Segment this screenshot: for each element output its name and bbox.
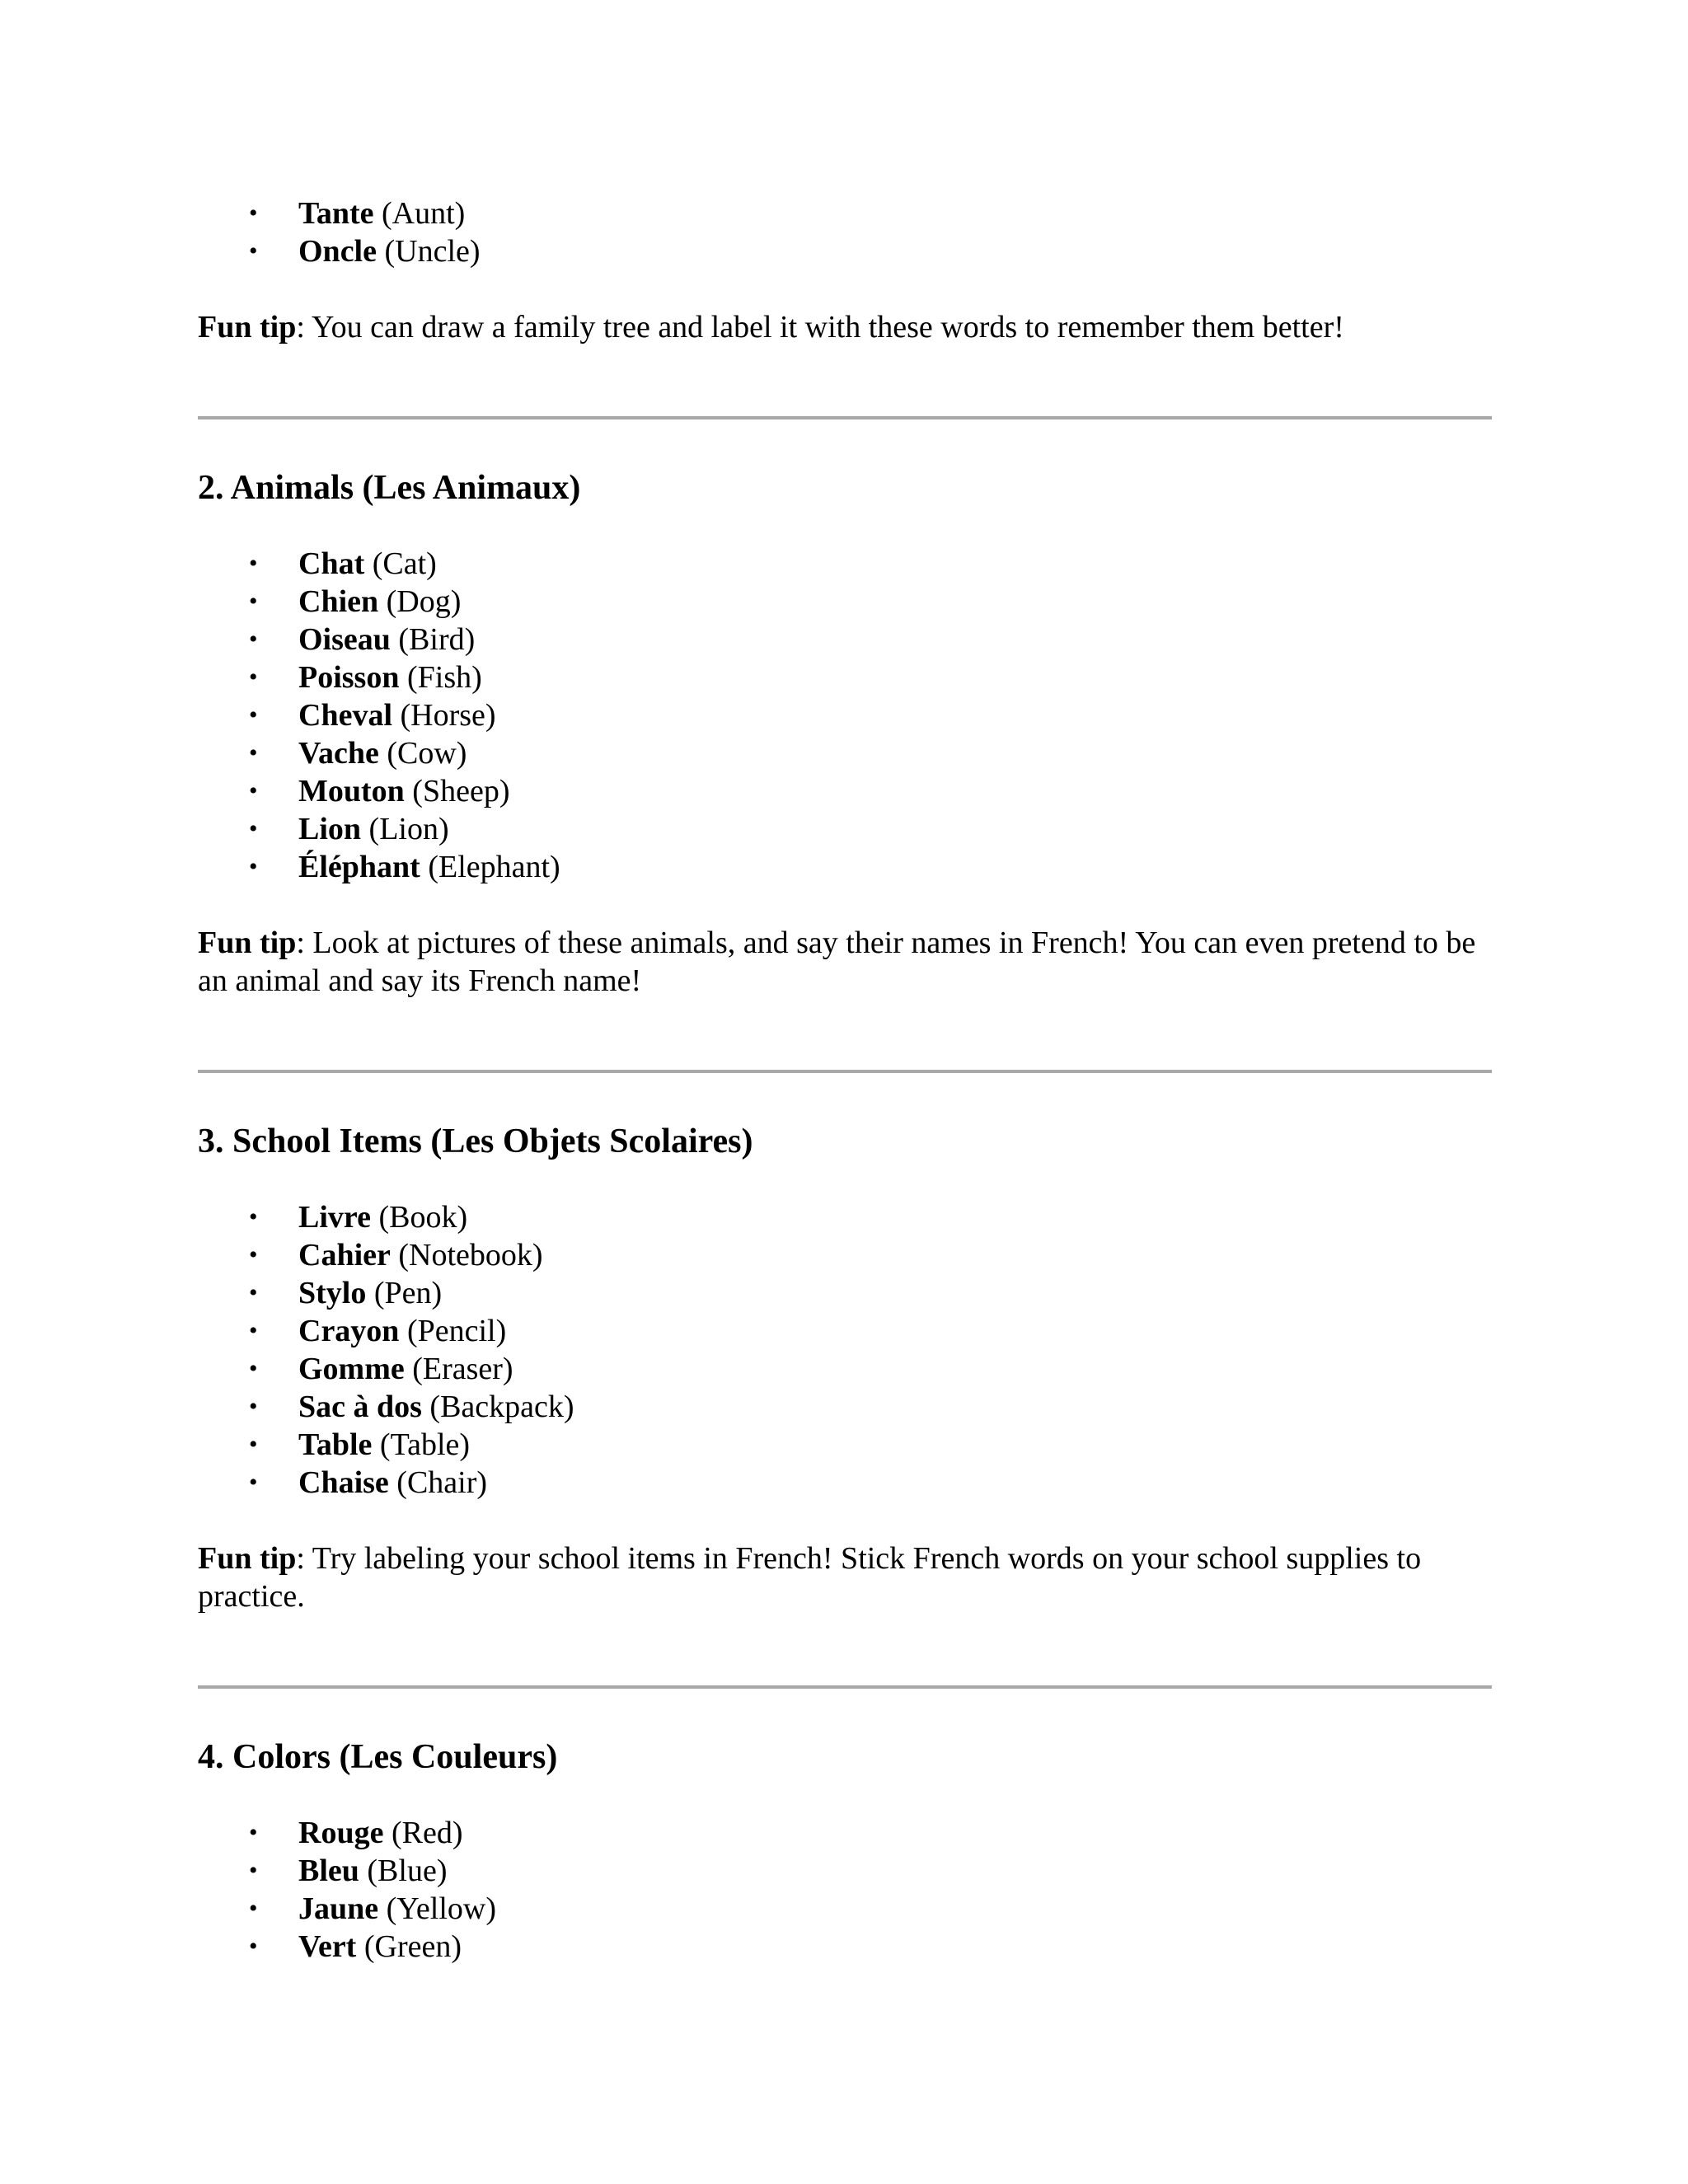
- list-item: [198, 621, 1492, 658]
- bullet: •: [249, 1431, 258, 1458]
- english-translation: (Pen): [373, 1276, 443, 1310]
- french-term: Cheval: [298, 698, 392, 733]
- bullet: •: [249, 1469, 258, 1496]
- list-item: [198, 1814, 1492, 1852]
- section-heading-animals: 2. Animals (Les Animaux): [198, 469, 581, 507]
- fun-tip-text: : You can draw a family tree and label it with these words to remember them better!: [296, 310, 1344, 344]
- list-item: [198, 658, 1492, 696]
- french-term: Table: [298, 1427, 373, 1462]
- bullet: •: [249, 1241, 258, 1268]
- bullet: •: [249, 777, 258, 804]
- french-term: Poisson: [298, 660, 400, 695]
- english-translation: (Cow): [387, 736, 467, 771]
- bullet: •: [249, 237, 258, 265]
- english-translation: (Blue): [367, 1854, 448, 1888]
- list-item: [198, 848, 1492, 886]
- list-item: [198, 1928, 1492, 1966]
- list-item: [198, 1890, 1492, 1928]
- english-translation: (Table): [379, 1427, 471, 1462]
- fun-tip-label: Fun tip: [198, 926, 297, 960]
- bullet: •: [249, 1819, 258, 1846]
- french-term: Tante: [298, 196, 374, 231]
- english-translation: (Lion): [368, 812, 449, 846]
- list-item: [198, 1274, 1492, 1312]
- family-list: [198, 194, 1492, 270]
- fun-tip-text: : Try labeling your school items in French! Stick French words on your school supplies to practice.: [198, 1541, 1422, 1614]
- list-item: [198, 810, 1492, 848]
- fun-tip-school-items: [198, 1540, 1492, 1615]
- bullet: •: [249, 1933, 258, 1960]
- french-term: Lion: [298, 812, 362, 846]
- french-term: Jaune: [298, 1891, 379, 1926]
- section-heading-colors: 4. Colors (Les Couleurs): [198, 1738, 558, 1776]
- french-term: Bleu: [298, 1854, 359, 1888]
- animals-list: [198, 545, 1492, 886]
- english-translation: (Book): [378, 1200, 468, 1235]
- english-translation: (Notebook): [398, 1238, 543, 1272]
- french-term: Chien: [298, 584, 379, 619]
- english-translation: (Chair): [396, 1465, 488, 1500]
- list-item: [198, 1198, 1492, 1236]
- french-term: Sac à dos: [298, 1390, 422, 1424]
- list-item: [198, 734, 1492, 772]
- bullet: •: [249, 1317, 258, 1344]
- bullet: •: [249, 1857, 258, 1884]
- english-translation: (Fish): [406, 660, 482, 695]
- list-item: [198, 194, 1492, 232]
- french-term: Chaise: [298, 1465, 389, 1500]
- bullet: •: [249, 663, 258, 691]
- list-item: [198, 772, 1492, 810]
- bullet: •: [249, 701, 258, 729]
- list-item: [198, 232, 1492, 270]
- list-item: [198, 1426, 1492, 1464]
- french-term: Vache: [298, 736, 379, 771]
- fun-tip-label: Fun tip: [198, 310, 297, 344]
- list-item: [198, 583, 1492, 621]
- french-term: Crayon: [298, 1314, 400, 1348]
- fun-tip-label: Fun tip: [198, 1541, 297, 1576]
- french-term: Stylo: [298, 1276, 367, 1310]
- document-page: [198, 194, 1492, 1966]
- english-translation: (Uncle): [384, 234, 481, 269]
- french-term: Vert: [298, 1929, 357, 1964]
- french-term: Chat: [298, 546, 365, 581]
- bullet: •: [249, 626, 258, 653]
- english-translation: (Cat): [372, 546, 437, 581]
- english-translation: (Horse): [400, 698, 496, 733]
- school-items-list: [198, 1198, 1492, 1502]
- list-item: [198, 1312, 1492, 1350]
- bullet: •: [249, 1355, 258, 1382]
- english-translation: (Aunt): [382, 196, 466, 231]
- list-item: [198, 1350, 1492, 1388]
- bullet: •: [249, 739, 258, 766]
- french-term: Gomme: [298, 1352, 405, 1386]
- fun-tip-animals: [198, 924, 1492, 1000]
- fun-tip-text: : Look at pictures of these animals, and say their names in French! You can even pretend to be an animal and say its French name!: [198, 926, 1476, 998]
- french-term: Rouge: [298, 1816, 384, 1850]
- bullet: •: [249, 199, 258, 227]
- list-item: [198, 1388, 1492, 1426]
- list-item: [198, 1852, 1492, 1890]
- french-term: Éléphant: [298, 850, 420, 884]
- french-term: Livre: [298, 1200, 371, 1235]
- french-term: Oncle: [298, 234, 377, 269]
- english-translation: (Elephant): [428, 850, 560, 884]
- list-item: [198, 1464, 1492, 1502]
- french-term: Mouton: [298, 774, 405, 808]
- english-translation: (Eraser): [412, 1352, 513, 1386]
- list-item: [198, 696, 1492, 734]
- colors-list: [198, 1814, 1492, 1966]
- english-translation: (Pencil): [406, 1314, 507, 1348]
- english-translation: (Backpack): [429, 1390, 574, 1424]
- bullet: •: [249, 853, 258, 880]
- bullet: •: [249, 815, 258, 842]
- bullet: •: [249, 1203, 258, 1230]
- english-translation: (Dog): [386, 584, 462, 619]
- list-item: [198, 1236, 1492, 1274]
- english-translation: (Bird): [398, 622, 476, 657]
- bullet: •: [249, 1895, 258, 1922]
- english-translation: (Sheep): [412, 774, 510, 808]
- bullet: •: [249, 1279, 258, 1306]
- french-term: Oiseau: [298, 622, 391, 657]
- bullet: •: [249, 588, 258, 615]
- english-translation: (Green): [363, 1929, 462, 1964]
- list-item: [198, 545, 1492, 583]
- bullet: •: [249, 1393, 258, 1420]
- english-translation: (Red): [391, 1816, 463, 1850]
- english-translation: (Yellow): [386, 1891, 497, 1926]
- french-term: Cahier: [298, 1238, 391, 1272]
- section-heading-school-items: 3. School Items (Les Objets Scolaires): [198, 1122, 753, 1160]
- bullet: •: [249, 550, 258, 577]
- fun-tip-family: [198, 308, 1492, 346]
